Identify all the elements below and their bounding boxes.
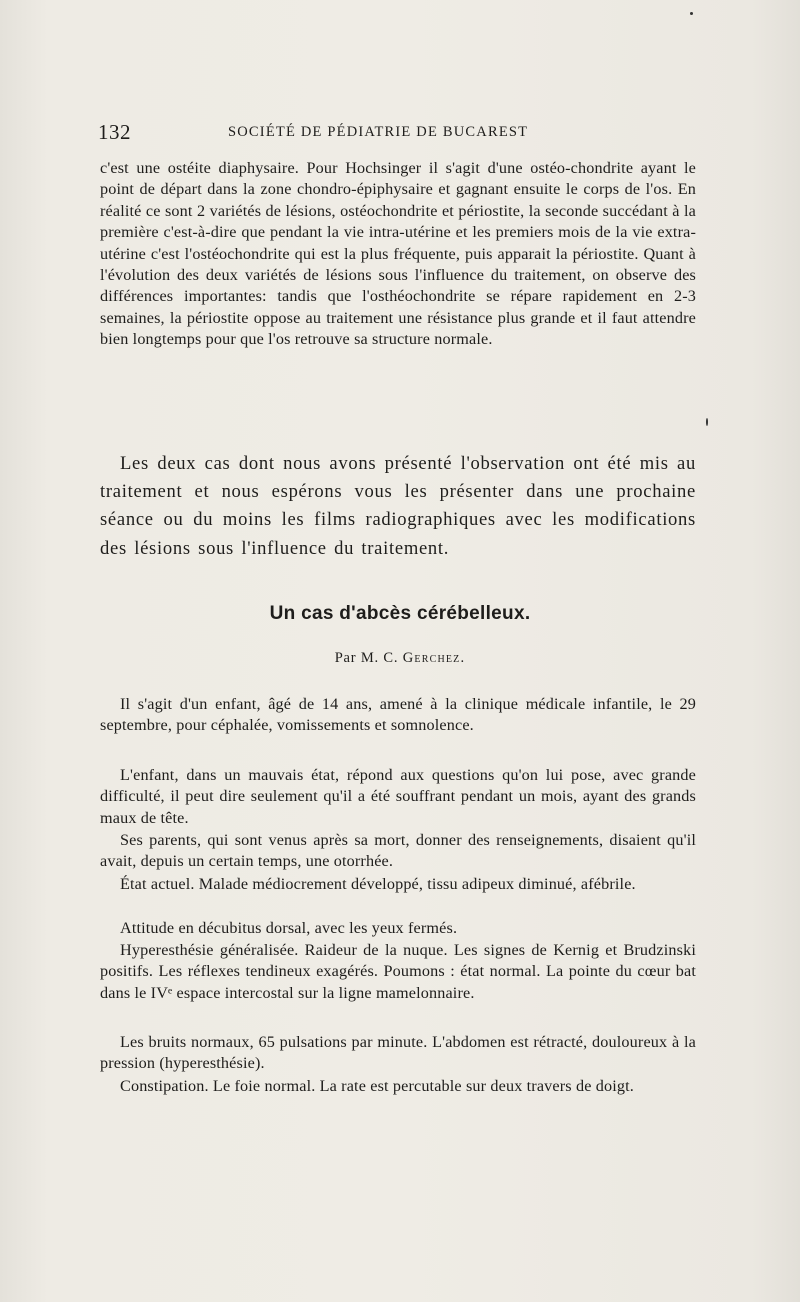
article-paragraph-hyperesthesie: Hyperesthésie généralisée. Raideur de la nuque. Les signes de Kernig et Brudzinski positifs. Les réflexes tendineux exagérés. Poumons : état normal. La pointe du cœur bat dans le IVᵉ espace intercostal sur la ligne mamelonnaire. — [100, 941, 696, 1002]
article-paragraph-attitude: Attitude en décubitus dorsal, avec les yeux fermés. — [120, 919, 458, 937]
article-byline — [100, 650, 700, 667]
article-paragraph-etat-actuel: État actuel. Malade médiocrement développé, tissu adipeux diminué, afébrile. — [120, 875, 636, 893]
article-paragraph-condition: L'enfant, dans un mauvais état, répond aux questions qu'on lui pose, avec grande difficulté, il peut dire seulement qu'il a été souffrant pendant un mois, ayant des grands maux de tête. — [100, 766, 696, 827]
byline-prefix: Par M. C. — [334, 650, 399, 666]
article-title: Un cas d'abcès cérébelleux. — [269, 603, 531, 624]
page-number: 132 — [98, 120, 131, 144]
paragraph-osteitis: c'est une ostéite diaphysaire. Pour Hochsinger il s'agit d'une ostéo-chondrite ayant le point de départ dans la zone chondro-épiphysaire et gagnant ensuite le corps de l'os. En réalité ce sont 2 variétés de lésions, ostéochondrite et périostite, la seconde succédant à la première c'est-à-dire que pendant la vie intra-utérine et les premiers mois de la vie extra-utérine c'est l'ostéochondrite qui est la plus fréquente, puis apparait la périostite. Quant à l'évolution des deux variétés de lésions sous l'influence du traitement, on observe des différences importantes: tandis que l'osthéochondrite se répare rapidement en 2-3 semaines, la périostite oppose au traitement une résistance plus grande et il faut attendre bien longtemps pour que l'os retrouve sa structure normale. — [100, 159, 696, 349]
byline-author: Gerchez. — [402, 650, 466, 666]
article-paragraph-bruits: Les bruits normaux, 65 pulsations par minute. L'abdomen est rétracté, douloureux à la pression (hyperesthésie). — [100, 1033, 696, 1073]
article-paragraph-intro: Il s'agit d'un enfant, âgé de 14 ans, amené à la clinique médicale infantile, le 29 septembre, pour céphalée, vomissements et somnolence. — [100, 695, 696, 735]
article-paragraph-constipation: Constipation. Le foie normal. La rate est percutable sur deux travers de doigt. — [120, 1077, 634, 1095]
article-paragraph-parents: Ses parents, qui sont venus après sa mort, donner des renseignements, disaient qu'il avait, depuis un certain temps, une otorrhée. — [100, 831, 696, 871]
paper-speck — [706, 418, 708, 426]
paragraph-conclusion: Les deux cas dont nous avons présenté l'observation ont été mis au traitement et nous espérons vous les présenter dans une prochaine séance ou du moins les films radiographiques avec les modifications des lésions sous l'influence du traitement. — [100, 453, 696, 559]
running-head: SOCIÉTÉ DE PÉDIATRIE DE BUCAREST — [228, 124, 529, 140]
page-header — [98, 120, 698, 146]
paper-speck — [690, 12, 693, 15]
